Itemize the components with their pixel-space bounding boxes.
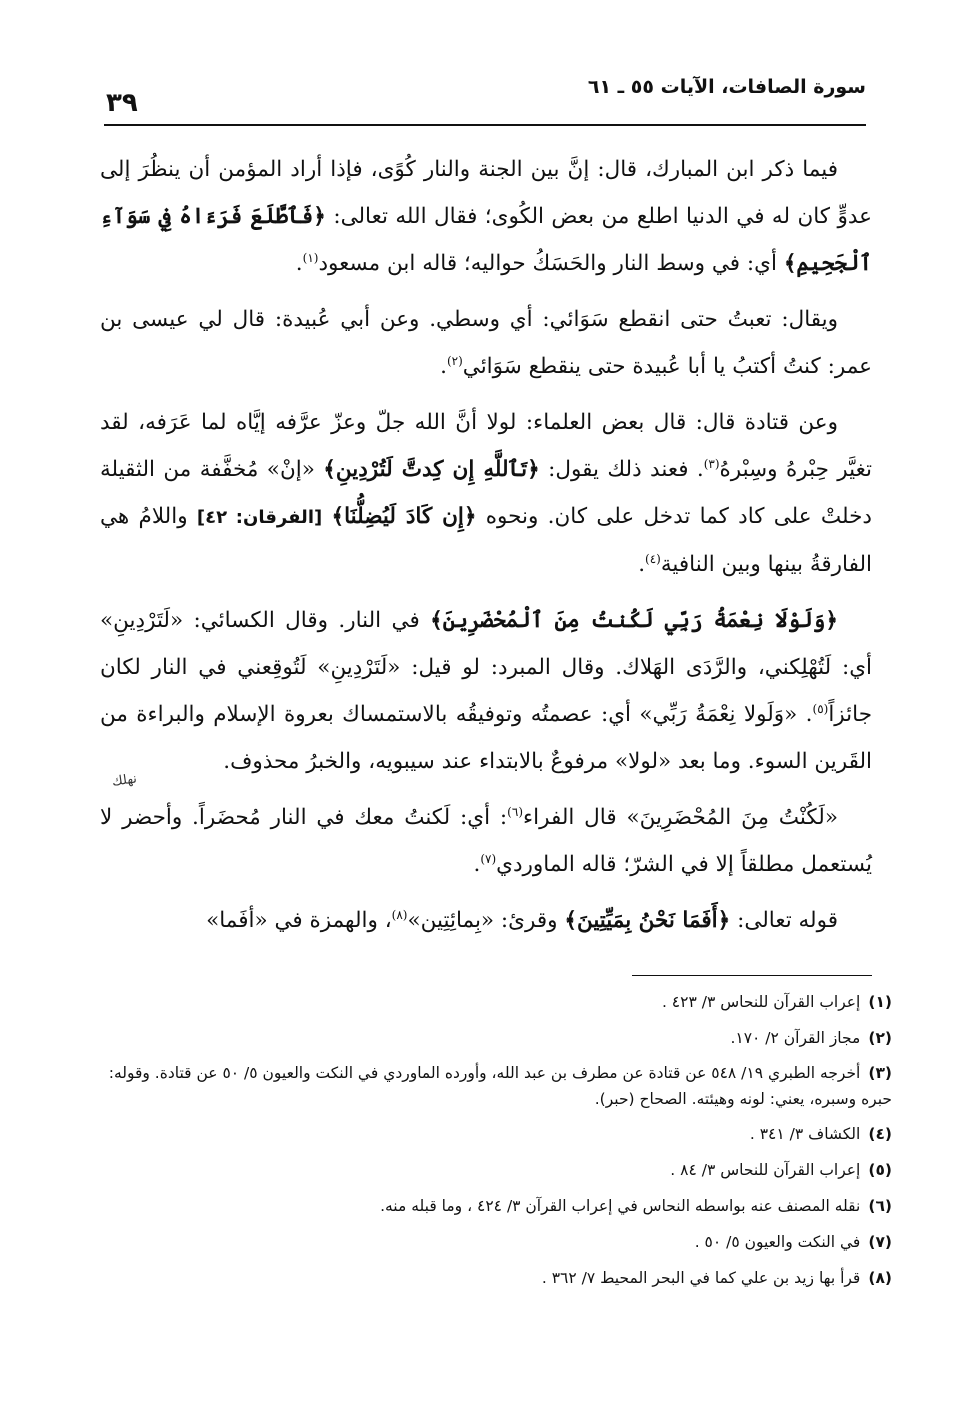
footnote-number: (٧)	[868, 1233, 892, 1251]
paragraph-3	[100, 399, 872, 588]
text-span: . فعند ذلك يقول:	[548, 457, 704, 482]
text-span: في النار. وقال الكسائي: «لَتَرْدِينِ» أي: لَتُهْلِكني، والرَّدَى الهَلاك. وقال المبرد: لو قيل: «لَتَرْدِينِ» لَتُوقِعني في النار لكان جائزاً	[100, 608, 872, 727]
footnote-3	[100, 1056, 892, 1116]
footnote-ref[interactable]: (٥)	[812, 701, 829, 716]
text-span: . «وَلَولا نِعْمَةُ رَبِّي» أي: عصمتُه وتوفيقُه بالاستمساك بعروة الإسلام والبراءة من القَرين السوء. وما بعد «لولا» مرفوعٌ بالابتداء عند سيبويه، والخبرُ محذوف.	[100, 702, 872, 774]
footnote-number: (١)	[868, 993, 892, 1011]
footnote-number: (٦)	[868, 1197, 892, 1215]
footnote-7	[100, 1224, 892, 1260]
paragraph-1	[100, 146, 872, 287]
main-text	[100, 146, 872, 953]
page-header	[104, 74, 866, 126]
footnote-ref[interactable]: (٣)	[703, 456, 720, 471]
text-span: .	[473, 852, 481, 877]
footnote-2	[100, 1020, 892, 1056]
page-number: ٣٩	[106, 88, 138, 118]
quran-verse: ﴿تَٱللَّهِ إِن كِدتَّ لَتُرْدِينِ﴾	[323, 457, 540, 482]
quran-verse: ﴿فَٱطَّلَعَ فَرَءَاهُ فِي سَوَآءِ ٱلْجَحِيمِ﴾	[100, 204, 872, 276]
footnote-text: إعراب القرآن للنحاس ٣/ ٤٢٣ .	[661, 993, 861, 1011]
paragraph-5	[100, 794, 872, 888]
paragraph-6	[100, 897, 872, 944]
footnote-text: في النكت والعيون ٥/ ٥٠ .	[694, 1233, 861, 1251]
footnote-text: أخرجه الطبري ١٩/ ٥٤٨ عن قتادة عن مطرف بن عبد الله، وأورده الماوردي في النكت والعيون ٥/ ٥٠ عن قتادة. وقوله: حبره وسبره، يعني: لونه وهيئته. الصحاح (حبر).	[108, 1064, 892, 1108]
footnote-5	[100, 1152, 892, 1188]
footnote-ref[interactable]: (٢)	[446, 353, 463, 368]
footnote-ref[interactable]: (٧)	[480, 851, 497, 866]
text-span: ، والهمزة في «أفَما»	[206, 908, 392, 933]
footnotes	[100, 984, 892, 1296]
quran-verse: ﴿وَلَوْلَا نِعْمَةُ رَبِّي لَكُنتُ مِنَ ٱلْمُحْضَرِينَ﴾	[430, 608, 838, 633]
footnote-ref[interactable]: (٤)	[645, 551, 661, 566]
quran-verse: ﴿إِن كَادَ لَيُضِلُّنَا﴾	[331, 504, 477, 529]
quran-verse: ﴿أَفَمَا نَحْنُ بِمَيِّتِينَ﴾	[564, 908, 731, 933]
text-span: واللامُ هي الفارقةُ بينها وبين النافية	[100, 504, 872, 577]
footnote-divider	[632, 975, 872, 976]
footnote-number: (٨)	[868, 1269, 892, 1287]
text-span: وعن قتادة قال: قال بعض العلماء: لولا أنَّ الله جلّ وعزّ عرَّفه إيَّاه لما عَرَفه، لقد تغيَّر حِبْرهُ وسِبْرهُ	[100, 410, 872, 482]
footnote-number: (٣)	[868, 1064, 892, 1082]
text-span: قوله تعالى:	[737, 908, 838, 933]
text-span: ويقال: تعبتُ حتى انقطع سَوَائي: أي وسطي. وعن أبي عُبيدة: قال لي عيسى بن عمر: كنتُ أكتبُ يا أبا عُبيدة حتى ينقطع سَوَائي	[100, 307, 872, 379]
text-span: وقرئ: «بِمائِتِين»	[407, 908, 558, 933]
footnote-number: (٤)	[868, 1125, 892, 1143]
footnote-6	[100, 1188, 892, 1224]
text-span: .	[638, 552, 646, 577]
footnote-text: قرأ بها زيد بن علي كما في البحر المحيط ٧/ ٣٦٢ .	[541, 1269, 861, 1287]
footnote-ref[interactable]: (١)	[302, 250, 319, 265]
footnote-text: الكشاف ٣/ ٣٤١ .	[749, 1125, 861, 1143]
text-span: «إنْ» مُخفَّفة من الثقيلة دخلتْ على كاد كما تدخل على كان. ونحوه	[100, 457, 872, 529]
text-span: «لَكُنْتُ مِنَ المُحْضَرِينَ» قال الفراء	[523, 805, 838, 830]
handwritten-margin-note: نهلك	[111, 771, 138, 790]
footnote-number: (٥)	[868, 1161, 892, 1179]
text-span: .	[440, 354, 447, 379]
footnote-text: مجاز القرآن ٢/ ١٧٠.	[730, 1029, 861, 1047]
surah-reference: [الفرقان: ٤٢]	[196, 507, 323, 528]
footnote-text: إعراب القرآن للنحاس ٣/ ٨٤ .	[670, 1161, 861, 1179]
text-span: فيما ذكر ابن المبارك، قال: إنَّ بين الجنة والنار كُوًى، فإذا أراد المؤمن أن ينظُرَ إلى عدوٍّ كان له في الدنيا اطلع من بعض الكُوى؛ فقال الله تعالى:	[100, 157, 872, 229]
footnote-number: (٢)	[868, 1029, 892, 1047]
footnote-text: نقله المصنف عنه بواسطه النحاس في إعراب القرآن ٣/ ٤٢٤ ، وما قبله منه.	[380, 1197, 861, 1215]
footnote-ref[interactable]: (٦)	[507, 804, 523, 819]
footnote-1	[100, 984, 892, 1020]
footnote-ref[interactable]: (٨)	[391, 907, 408, 922]
paragraph-2	[100, 296, 872, 390]
footnote-4	[100, 1116, 892, 1152]
running-title: سورة الصافات، الآيات ٥٥ ـ ٦١	[587, 76, 866, 98]
paragraph-4	[100, 597, 872, 785]
text-span: .	[295, 251, 303, 276]
text-span: : أي: لَكنتُ معك في النار مُحضَراً. وأحضر لا يُستعمل مطلقاً إلا في الشرّ؛ قاله الماوردي	[100, 805, 872, 877]
text-span: أي: في وسط النار والحَسَكُ حواليه؛ قاله ابن مسعود	[318, 251, 777, 276]
footnote-8	[100, 1260, 892, 1296]
